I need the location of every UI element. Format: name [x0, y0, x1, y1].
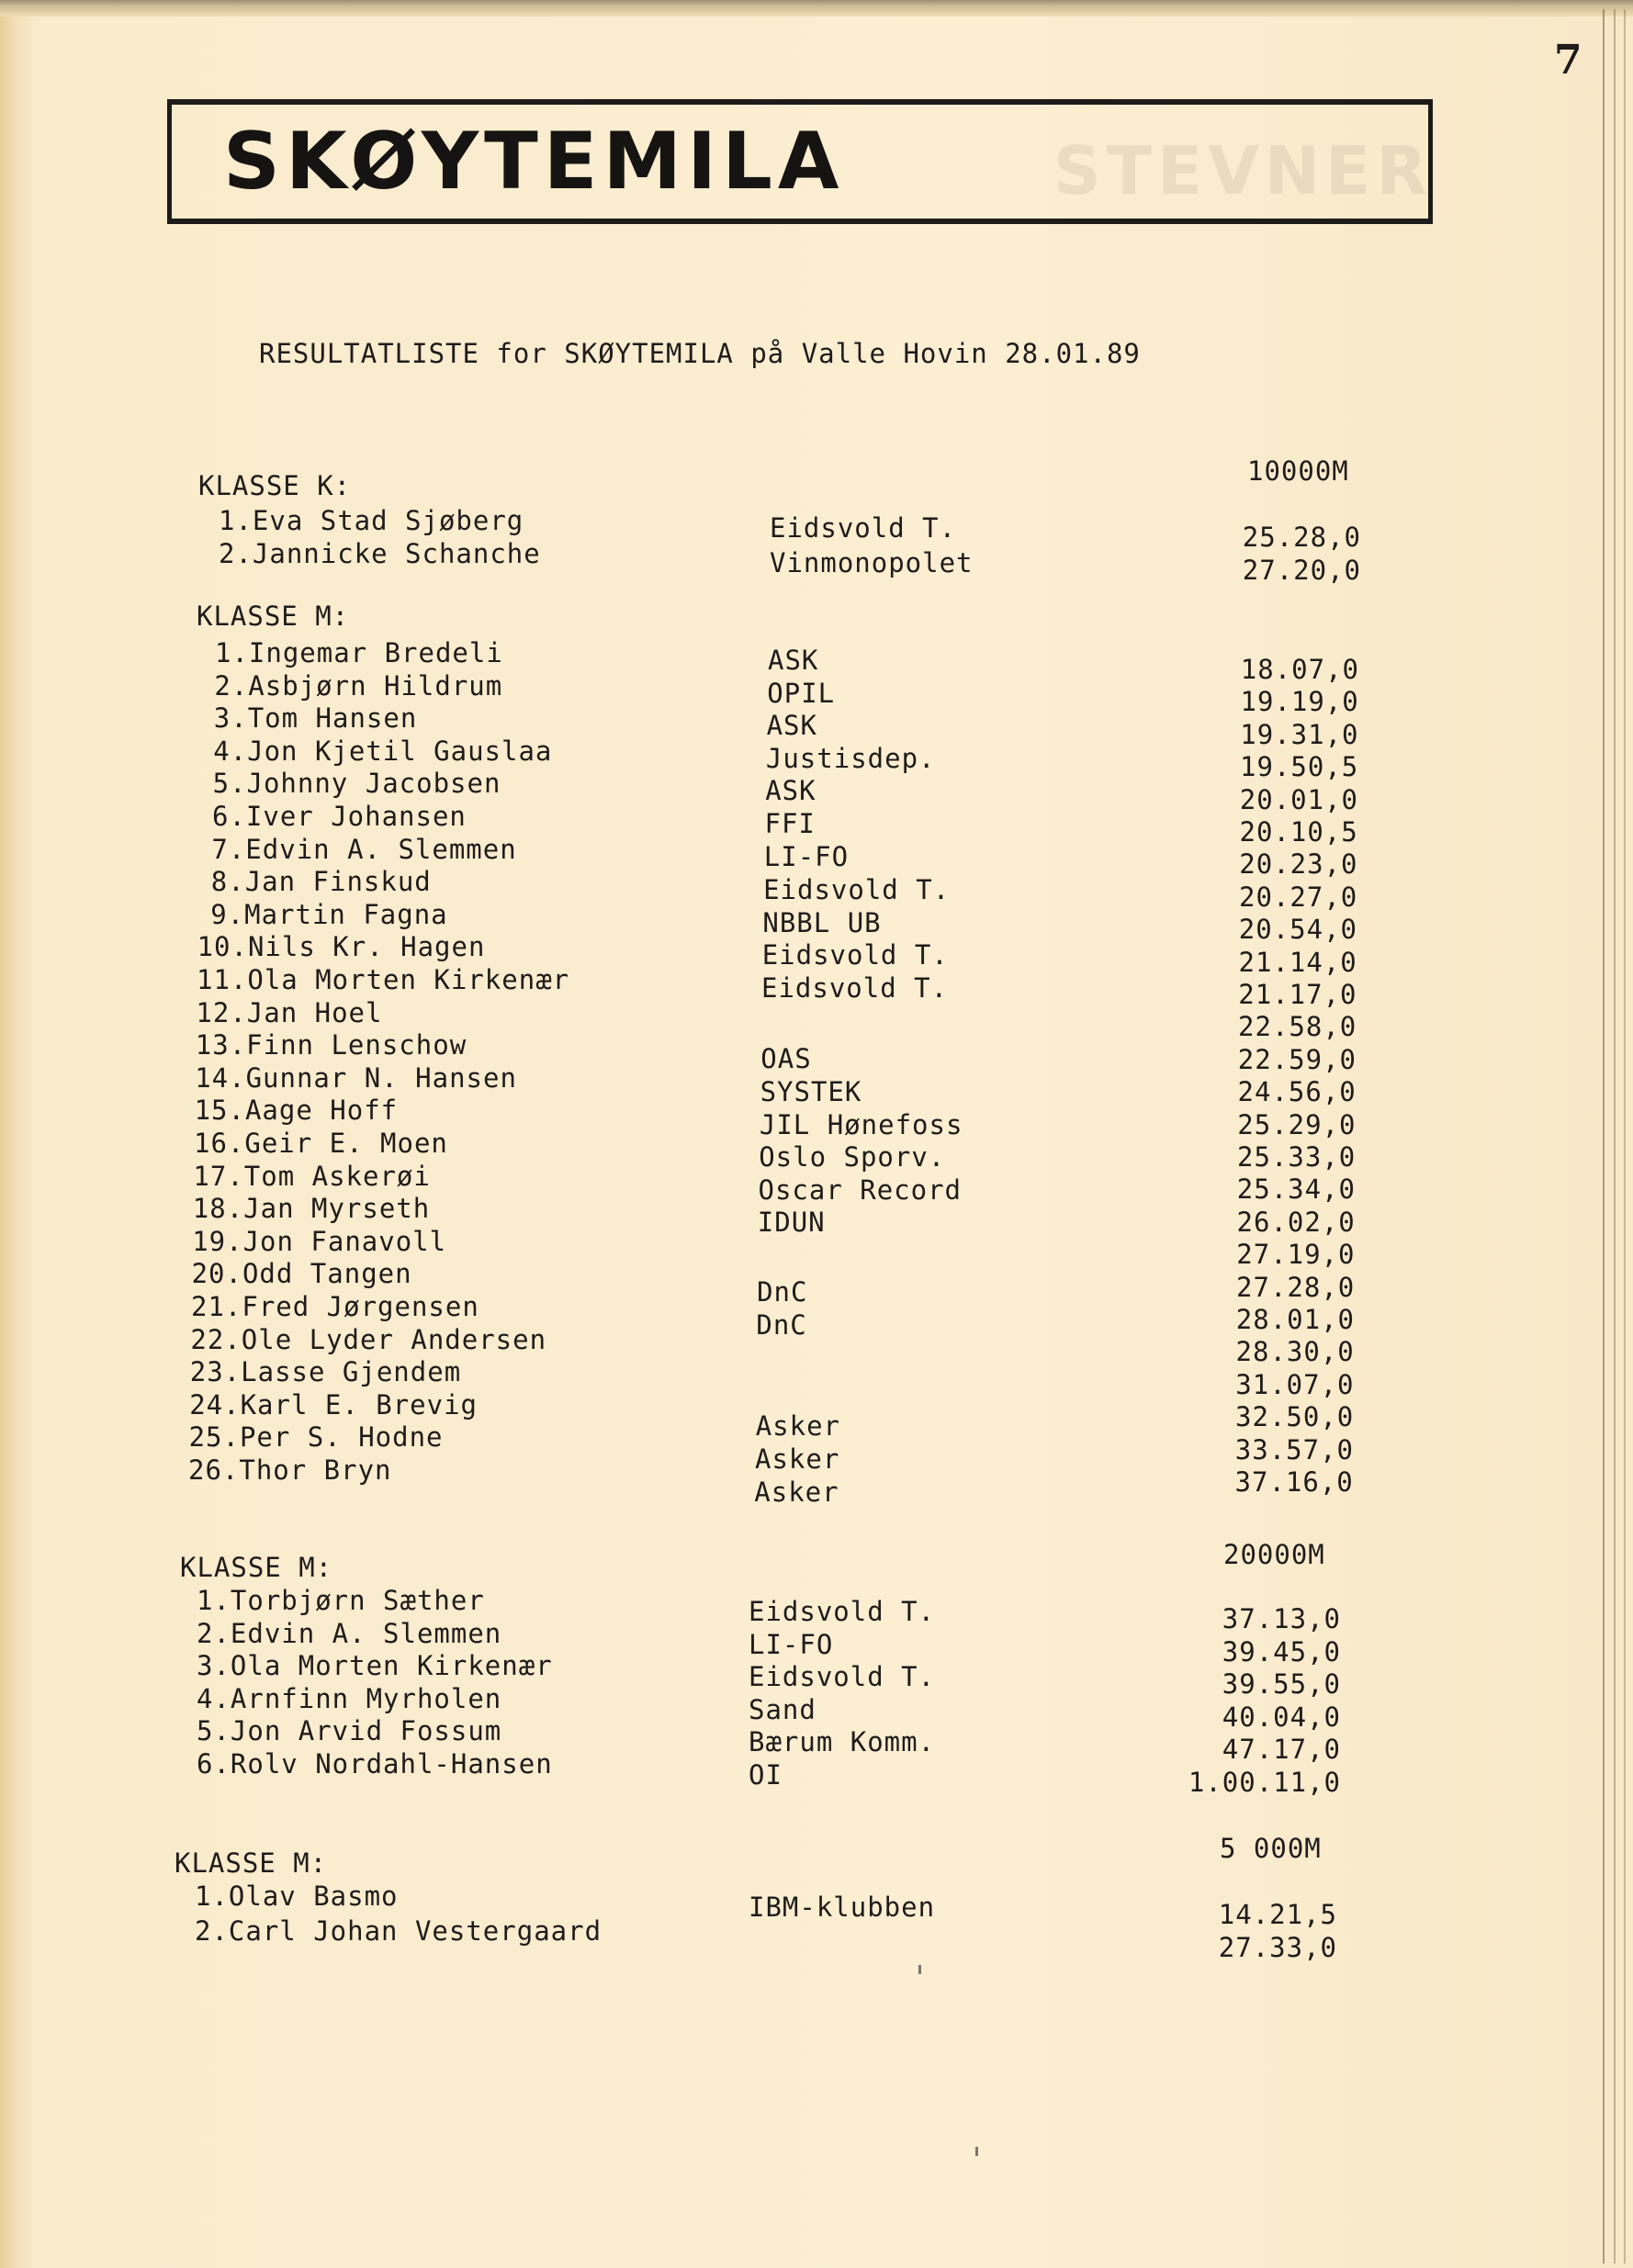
result-time: 22.58,0 [1238, 1011, 1357, 1043]
athlete-club: Justisdep. [765, 743, 936, 774]
result-time: 27.20,0 [1242, 555, 1361, 586]
athlete-club: Asker [755, 1443, 840, 1475]
athlete-club: ASK [768, 645, 819, 676]
athlete-name: 3.Ola Morten Kirkenær [197, 1650, 553, 1681]
athlete-club: ASK [766, 710, 817, 741]
athlete-name: 4.Arnfinn Myrholen [197, 1682, 502, 1714]
results-subtitle: RESULTATLISTE for SKØYTEMILA på Valle Hovin 28.01.89 [259, 338, 1141, 369]
athlete-name: 1.Torbjørn Sæther [197, 1585, 485, 1616]
athlete-name: 25.Per S. Hodne [188, 1421, 444, 1454]
title-box [167, 99, 1433, 224]
page-top-shadow [0, 0, 1633, 17]
athlete-name: 6.Iver Johansen [212, 801, 467, 832]
result-time: 40.04,0 [1222, 1701, 1341, 1733]
athlete-name: 5.Johnny Jacobsen [212, 768, 501, 800]
athlete-club: OPIL [767, 678, 836, 709]
section-distance: 10000M [1247, 455, 1349, 487]
athlete-name: 19.Jon Fanavoll [192, 1225, 447, 1257]
result-time: 19.31,0 [1240, 718, 1359, 750]
athlete-club: Vinmonopolet [770, 547, 974, 578]
athlete-name: 1.Ingemar Bredeli [215, 637, 503, 668]
athlete-name: 10.Nils Kr. Hagen [197, 931, 486, 963]
result-time: 39.55,0 [1222, 1668, 1341, 1700]
athlete-club: Oscar Record [758, 1174, 963, 1206]
result-time: 18.07,0 [1240, 654, 1359, 685]
athlete-club: DnC [757, 1276, 808, 1308]
athlete-club: Eidsvold T. [761, 972, 949, 1004]
athlete-name: 13.Finn Lenschow [195, 1029, 467, 1061]
athlete-name: 21.Fred Jørgensen [191, 1291, 479, 1322]
athlete-name: 6.Rolv Nordahl-Hansen [197, 1747, 553, 1780]
result-time: 19.19,0 [1240, 686, 1359, 718]
result-time: 27.19,0 [1236, 1239, 1356, 1271]
result-time: 20.10,5 [1239, 816, 1358, 848]
page-edge-line [1624, 9, 1626, 2263]
section-class-heading: KLASSE K: [198, 470, 352, 501]
athlete-club: JIL Hønefoss [759, 1109, 963, 1140]
result-time: 20.27,0 [1239, 881, 1358, 913]
athlete-club: Eidsvold T. [761, 939, 949, 971]
athlete-name: 2.Edvin A. Slemmen [197, 1617, 502, 1649]
ink-speck [975, 2147, 978, 2156]
athlete-name: 5.Jon Arvid Fossum [197, 1715, 502, 1746]
athlete-name: 1.Eva Stad Sjøberg [219, 505, 524, 536]
athlete-club: DnC [756, 1309, 807, 1341]
result-time: 21.14,0 [1238, 946, 1357, 978]
athlete-name: 1.Olav Basmo [195, 1881, 399, 1912]
result-time: 24.56,0 [1237, 1076, 1357, 1108]
athlete-club: FFI [764, 808, 816, 839]
athlete-name: 3.Tom Hansen [213, 702, 418, 735]
result-time: 31.07,0 [1235, 1368, 1355, 1400]
section-class-heading: KLASSE M: [197, 601, 350, 632]
athlete-name: 15.Aage Hoff [194, 1095, 399, 1127]
page-number: 7 [1554, 37, 1582, 84]
result-time: 25.28,0 [1242, 522, 1361, 553]
athlete-club: Sand [749, 1693, 816, 1725]
result-time: 20.01,0 [1239, 783, 1358, 815]
athlete-club: Eidsvold T. [749, 1596, 936, 1627]
athlete-name: 8.Jan Finskud [210, 866, 432, 898]
section-distance: 20000M [1223, 1539, 1325, 1570]
result-time: 47.17,0 [1222, 1734, 1341, 1765]
result-time: 37.13,0 [1222, 1603, 1341, 1634]
athlete-name: 17.Tom Askerøi [193, 1160, 431, 1192]
athlete-name: 9.Martin Fagna [210, 898, 448, 930]
athlete-club: ASK [765, 775, 816, 806]
athlete-name: 23.Lasse Gjendem [189, 1356, 462, 1388]
result-time: 32.50,0 [1235, 1401, 1355, 1433]
result-time: 39.45,0 [1222, 1635, 1341, 1667]
result-time: 28.30,0 [1235, 1336, 1355, 1368]
result-time: 19.50,5 [1240, 751, 1359, 783]
result-time: 33.57,0 [1234, 1433, 1354, 1465]
athlete-club: IBM-klubben [749, 1892, 936, 1923]
result-time: 22.59,0 [1237, 1043, 1357, 1075]
page-edge-line [1603, 9, 1605, 2263]
athlete-club: Eidsvold T. [749, 1661, 936, 1692]
athlete-name: 18.Jan Myrseth [192, 1193, 431, 1225]
section-class-heading: KLASSE M: [180, 1552, 333, 1583]
result-time: 21.17,0 [1238, 979, 1357, 1010]
result-time: 14.21,5 [1218, 1899, 1337, 1930]
athlete-name: 7.Edvin A. Slemmen [211, 833, 517, 865]
athlete-name: 11.Ola Morten Kirkenær [197, 964, 570, 995]
athlete-club: IDUN [757, 1207, 826, 1238]
ink-speck [918, 1965, 921, 1974]
result-time: 25.29,0 [1237, 1108, 1357, 1140]
athlete-club: Eidsvold T. [763, 874, 951, 905]
section-distance: 5 000M [1220, 1833, 1322, 1864]
athlete-name: 12.Jan Hoel [196, 996, 383, 1028]
page-title: SKØYTEMILA [223, 116, 845, 208]
athlete-club: Oslo Sporv. [759, 1141, 946, 1173]
athlete-name: 2.Asbjørn Hildrum [214, 669, 503, 702]
athlete-club: OI [749, 1758, 783, 1791]
athlete-name: 4.Jon Kjetil Gauslaa [213, 735, 553, 767]
athlete-name: 14.Gunnar N. Hansen [195, 1061, 517, 1094]
athlete-club: Bærum Komm. [749, 1726, 936, 1757]
section-class-heading: KLASSE M: [175, 1847, 328, 1879]
result-time: 37.16,0 [1234, 1466, 1354, 1498]
result-time: 1.00.11,0 [1188, 1766, 1341, 1798]
athlete-club: LI-FO [749, 1628, 834, 1660]
athlete-club: SYSTEK [760, 1076, 862, 1107]
athlete-name: 20.Odd Tangen [191, 1258, 412, 1290]
result-time: 20.54,0 [1238, 914, 1357, 946]
result-time: 28.01,0 [1235, 1304, 1355, 1335]
athlete-club: NBBL UB [762, 907, 882, 938]
athlete-name: 2.Carl Johan Vestergaard [195, 1915, 603, 1947]
athlete-club: OAS [760, 1043, 812, 1074]
result-time: 20.23,0 [1239, 848, 1358, 881]
athlete-name: 24.Karl E. Brevig [189, 1388, 478, 1420]
athlete-club: Asker [754, 1476, 839, 1508]
athlete-name: 22.Ole Lyder Andersen [190, 1323, 547, 1355]
athlete-club: Eidsvold T. [770, 512, 957, 544]
result-time: 27.28,0 [1236, 1271, 1356, 1303]
result-time: 25.33,0 [1237, 1141, 1357, 1173]
result-time: 26.02,0 [1236, 1206, 1356, 1238]
page-edge-line [1614, 9, 1616, 2263]
result-time: 27.33,0 [1218, 1932, 1337, 1963]
result-time: 25.34,0 [1236, 1173, 1356, 1206]
bleed-through-text: STEVNER [1053, 132, 1433, 209]
athlete-club: LI-FO [763, 841, 850, 872]
athlete-name: 16.Geir E. Moen [194, 1128, 448, 1159]
athlete-club: Asker [755, 1410, 840, 1442]
athlete-name: 2.Jannicke Schanche [219, 538, 541, 569]
athlete-name: 26.Thor Bryn [188, 1454, 392, 1486]
